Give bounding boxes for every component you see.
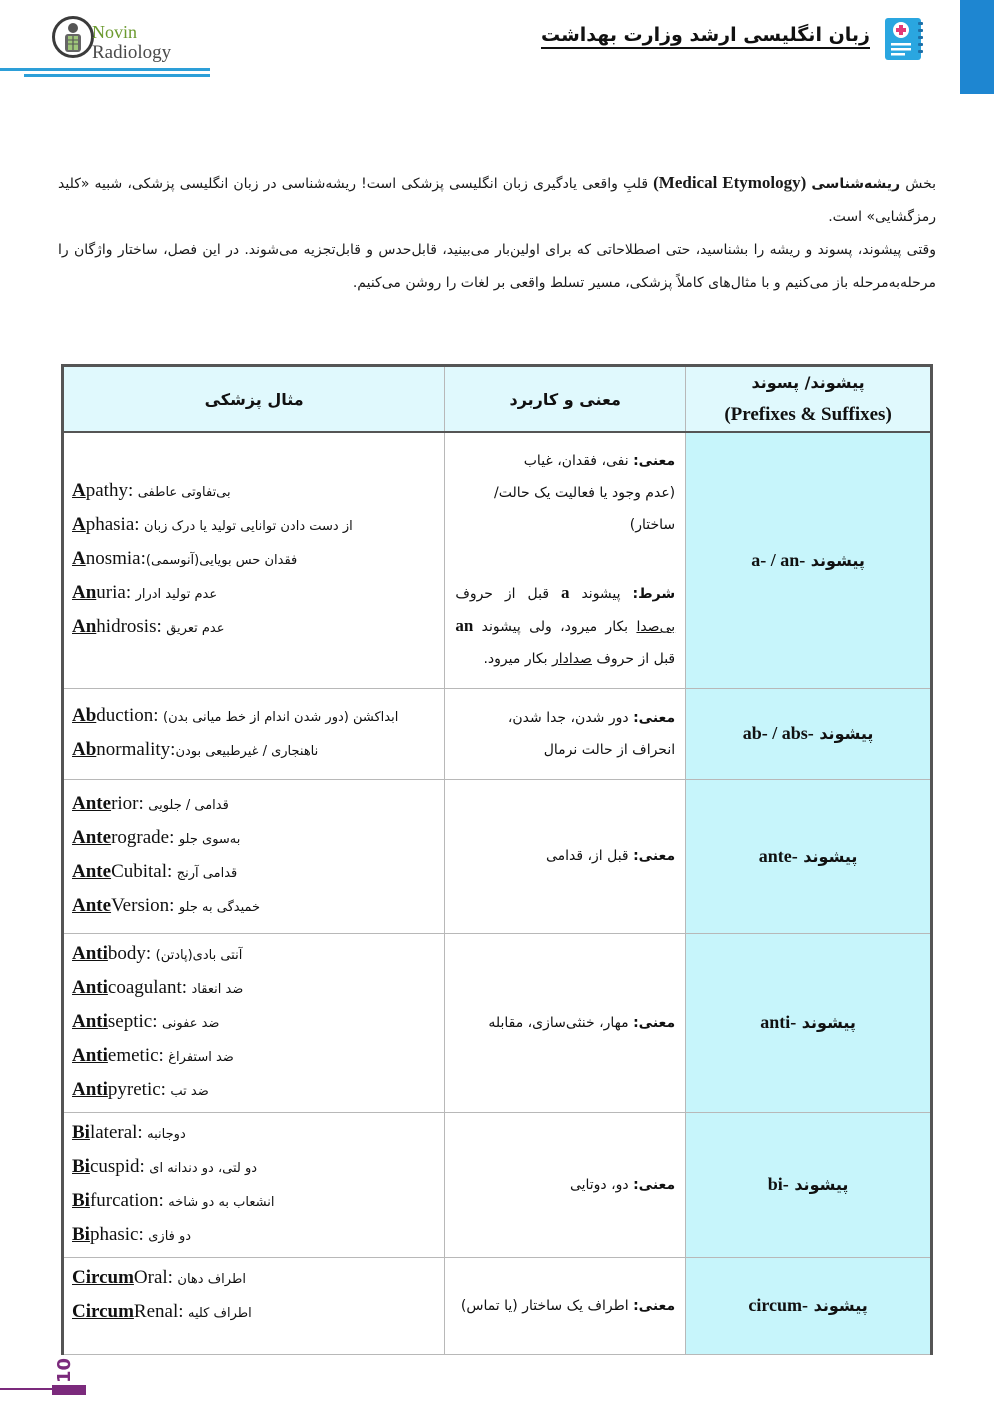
intro-paragraph-2: وقتی پیشوند، پسوند و ریشه را بشناسید، حتی اصطلاحاتی که برای اولین‌بار می‌بینید، قابل‌حدس و قابل‌تجزیه می‌شوند. در این فصل، ساختار واژگان را مرحله‌به‌مرحله باز می‌کنیم و با مثال‌های کاملاً پزشکی، مسیر تسلط واقعی بر لغات را روشن می‌کنیم.: [58, 242, 936, 291]
logo-text-line2: Radiology: [92, 42, 172, 63]
meaning-line: معنی: دو، دوتایی: [569, 1176, 676, 1193]
meaning-line: معنی: نفی، فقدان، غیاب: [523, 453, 676, 470]
example-translation: بی‌تفاوتی عاطفی: [137, 485, 231, 501]
example-line: [72, 543, 436, 577]
intro-text: [58, 166, 936, 300]
example-term: Antibody:: [72, 942, 152, 964]
example-translation: عدم تعریق: [166, 621, 225, 637]
example-line: [72, 890, 436, 924]
example-translation: عدم تولید ادرار: [135, 587, 218, 603]
example-term: CircumOral:: [72, 1266, 173, 1288]
intro-p1-keyword: ریشه‌شناسی: [811, 176, 901, 192]
example-term: Biphasic:: [72, 1223, 144, 1245]
example-term: Bilateral:: [72, 1121, 143, 1143]
medical-book-icon: [882, 16, 926, 62]
prefix-label: پیشوند: [803, 846, 858, 866]
example-translation: ناهنجاری / غیرطبیعی بودن: [175, 743, 319, 759]
example-translation: ضد عفونی: [161, 1015, 220, 1031]
prefix-code: circum-: [748, 1295, 809, 1315]
example-line: [72, 734, 436, 768]
meaning-cell: [445, 779, 686, 933]
example-term: Antiemetic:: [72, 1044, 164, 1066]
page-number-text: 10: [54, 1357, 76, 1384]
example-translation: از دست دادن توانایی تولید یا درک زبان: [144, 519, 353, 535]
meaning-line: معنی: مهار، خنثی‌سازی، مقابله: [488, 1014, 676, 1031]
example-term: Aphasia:: [72, 514, 140, 536]
example-line: [72, 475, 436, 509]
example-term: Anosmia:: [72, 548, 146, 570]
example-line: [72, 577, 436, 611]
header-meaning: معنی و کاربرد: [445, 366, 686, 433]
example-translation: انشعاب به دو شاخه: [168, 1194, 275, 1210]
example-term: AnteVersion:: [72, 895, 175, 916]
example-line: [72, 822, 436, 856]
prefix-label: پیشوند: [810, 550, 865, 570]
page-header-title: زبان انگلیسی ارشد وزارت بهداشت: [541, 24, 870, 49]
example-cell: [63, 1257, 445, 1354]
meaning-line: معنی: دور شدن، جدا شدن،: [507, 709, 676, 726]
meaning-note: انحراف از حالت نرمال: [543, 741, 676, 758]
intro-p1-lead: بخش: [900, 176, 937, 192]
prefix-code: a- / an-: [751, 549, 806, 570]
example-term: AnteCubital:: [72, 861, 173, 882]
chapter-side-tab: [960, 0, 994, 94]
example-cell: [63, 432, 445, 688]
prefix-code: ante-: [758, 845, 798, 866]
example-line: [72, 611, 436, 645]
example-line: [72, 938, 436, 972]
example-term: Antiseptic:: [72, 1010, 158, 1032]
example-translation: قدامی آرنج: [176, 866, 238, 881]
header-rule-secondary: [24, 74, 210, 77]
meaning-cell: [445, 1112, 686, 1257]
meaning-note: (عدم وجود یا فعالیت یک حالت/ساختار): [493, 485, 676, 534]
etymology-table: [61, 364, 933, 1355]
table-row: [63, 933, 932, 1112]
intro-p1-english-term: (Medical Etymology): [653, 173, 807, 192]
footer-rule: [0, 1388, 60, 1390]
condition-text: شرط: پیشوند a قبل از حروف بی‌صدا بکار میرود، ولی پیشوند an قبل از حروف صدادار بکار میرود.: [455, 583, 676, 668]
meaning-cell: [445, 688, 686, 779]
example-term: Anuria:: [72, 582, 132, 604]
example-term: Bifurcation:: [72, 1189, 164, 1211]
example-translation: دو فازی: [148, 1228, 192, 1244]
example-translation: دو لتی، دو دندانه ای: [149, 1160, 258, 1176]
prefix-label: پیشوند: [801, 1013, 856, 1032]
example-line: [72, 700, 436, 734]
example-translation: آنتی بادی(پادتن): [155, 947, 243, 963]
example-line: [72, 1185, 436, 1219]
example-line: [72, 1296, 436, 1330]
logo-text-line1: Novin: [92, 22, 137, 42]
prefix-code: ab- / abs-: [742, 723, 814, 743]
example-line: [72, 509, 436, 543]
example-translation: ابداکشن (دور شدن اندام از خط میانی بدن): [163, 709, 399, 725]
example-line: [72, 856, 436, 890]
prefix-label: پیشوند: [794, 1175, 849, 1194]
example-line: [72, 1151, 436, 1185]
example-translation: فقدان حس بویایی(آنوسمی): [145, 553, 298, 569]
example-translation: خمیدگی به جلو: [178, 900, 261, 915]
prefix-cell: [686, 779, 932, 933]
logo-emblem: [52, 16, 94, 58]
prefix-label: پیشوند: [813, 1296, 868, 1315]
table-row: [63, 1112, 932, 1257]
meaning-cell: [445, 1257, 686, 1354]
example-line: [72, 1006, 436, 1040]
prefix-label: پیشوند: [819, 724, 874, 743]
example-cell: [63, 1112, 445, 1257]
example-line: [72, 1117, 436, 1151]
table-row: [63, 1257, 932, 1354]
meaning-cell: [445, 432, 686, 688]
prefix-cell: [686, 688, 932, 779]
page-number: [56, 1356, 82, 1386]
example-cell: [63, 933, 445, 1112]
header-prefix-en: (Prefixes & Suffixes): [724, 404, 892, 425]
meaning-line: معنی: قبل از، قدامی: [545, 848, 676, 864]
prefix-cell: [686, 1112, 932, 1257]
prefix-cell: [686, 933, 932, 1112]
header-example: مثال پزشکی: [63, 366, 445, 433]
person-icon: [61, 22, 85, 54]
logo: [52, 14, 212, 66]
meaning-cell: [445, 933, 686, 1112]
table-header-row: [63, 366, 932, 433]
example-term: Antipyretic:: [72, 1078, 166, 1100]
header-prefix-fa: پیشوند/ پسوند: [751, 373, 865, 392]
example-line: [72, 1040, 436, 1074]
example-cell: [63, 688, 445, 779]
footer-block: [52, 1385, 86, 1395]
example-line: [72, 972, 436, 1006]
example-cell: [63, 779, 445, 933]
example-translation: اطراف دهان: [177, 1271, 246, 1287]
example-line: [72, 1074, 436, 1108]
example-term: Anterior:: [72, 793, 144, 814]
intro-paragraph-1: [58, 166, 936, 234]
example-term: Abnormality:: [72, 738, 176, 760]
example-line: [72, 788, 436, 822]
prefix-cell: [686, 432, 932, 688]
example-translation: ضد استفراغ: [168, 1049, 234, 1065]
example-translation: ضد انعقاد: [191, 981, 244, 997]
example-term: Apathy:: [72, 480, 134, 502]
table-row: [63, 779, 932, 933]
example-translation: قدامی / جلویی: [148, 798, 229, 813]
example-translation: به‌سوی جلو: [178, 832, 241, 847]
example-translation: ضد تب: [170, 1083, 209, 1099]
example-line: [72, 1262, 436, 1296]
example-term: Anhidrosis:: [72, 616, 162, 638]
example-term: Anticoagulant:: [72, 976, 188, 998]
example-term: Bicuspid:: [72, 1155, 145, 1177]
example-line: [72, 1219, 436, 1253]
example-term: Abduction:: [72, 704, 159, 726]
prefix-code: anti-: [760, 1012, 797, 1032]
intro-p1-rest: قلبِ واقعی یادگیری زبان انگلیسی پزشکی است! ریشه‌شناسی در زبان انگلیسی پزشکی، شبیه «کلید رمزگشایی» است.: [58, 176, 936, 225]
example-term: CircumRenal:: [72, 1300, 184, 1322]
example-translation: اطراف کلیه: [187, 1305, 252, 1321]
header-prefix: [686, 366, 932, 433]
prefix-code: bi-: [767, 1174, 789, 1194]
table-row: [63, 688, 932, 779]
prefix-cell: [686, 1257, 932, 1354]
example-translation: دوجانبه: [147, 1126, 186, 1142]
example-term: Anterograde:: [72, 827, 175, 848]
table-row: [63, 432, 932, 688]
header-rule: [0, 68, 210, 71]
meaning-line: معنی: اطراف یک ساختار (یا تماس): [460, 1297, 676, 1314]
